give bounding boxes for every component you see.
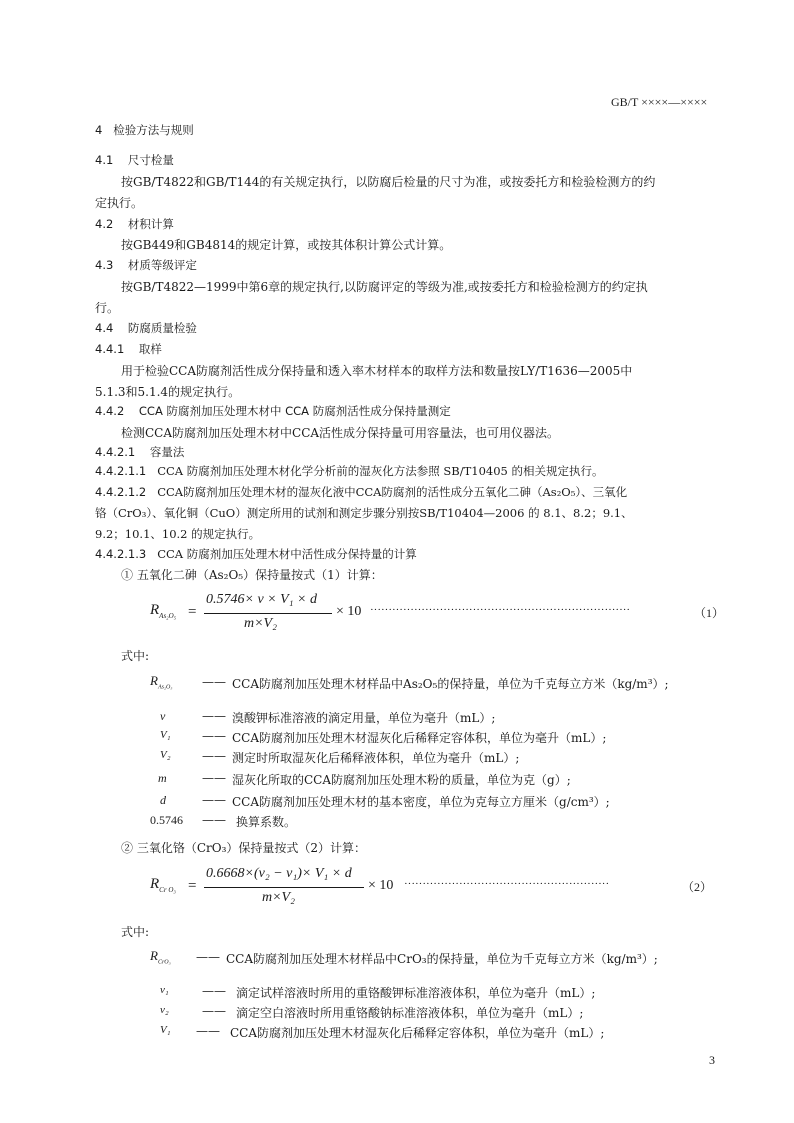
symbol: $R_{As_2O_5}$: [150, 673, 173, 691]
description: CCA防腐剂加压处理木材样品中CrO₃的保持量，单位为千克每立方米（kg/m³）;: [226, 952, 658, 966]
section-title: 检验方法与规则: [113, 123, 194, 137]
symbol: $R_{CrO_3}$: [150, 948, 171, 966]
symbol: 0.5746: [150, 813, 183, 827]
dash: ——: [202, 771, 226, 785]
standard-number: GB/T ××××—××××: [611, 95, 708, 109]
equals-sign: =: [188, 604, 197, 620]
formula-denominator: m×V₂: [262, 890, 295, 905]
section-number: 4.3: [95, 258, 114, 272]
formula-denominator: m×V₂: [244, 616, 277, 631]
symbol: V₁: [160, 1024, 171, 1036]
clause-4-4-2-1-1: [95, 463, 604, 479]
dash: ——: [202, 984, 226, 998]
symbol: v₁: [160, 984, 169, 996]
symbol: v₂: [160, 1004, 169, 1016]
dash: ——: [202, 729, 226, 743]
times-ten: × 10: [336, 604, 362, 619]
section-number: 4: [95, 123, 103, 137]
section-title: 材质等级评定: [127, 258, 197, 272]
section-number: 4.1: [95, 153, 114, 167]
where-label: 式中:: [121, 649, 150, 663]
section-4-4-2-1-heading: [95, 444, 184, 460]
description: 滴定空白溶液时所用重铬酸钠标准溶液体积，单位为毫升（mL）;: [236, 1006, 584, 1020]
section-number: 4.4: [95, 321, 114, 335]
clause-text: CCA防腐剂加压处理木材的湿灰化液中CCA防腐剂的活性成分五氧化二砷（As₂O₅）、三氧化: [157, 485, 628, 499]
equation-number: （1）: [694, 606, 725, 620]
dash: ——: [202, 749, 226, 763]
clause-text-line: 9.2；10.1、10.2 的规定执行。: [95, 527, 261, 541]
symbol: m: [158, 771, 167, 785]
equation-number: （2）: [682, 880, 713, 894]
clause-text-line: 铬（CrO₃）、氧化铜（CuO）测定所用的试剂和测定步骤分别按SB/T10404—2006 的 8.1、8.2；9.1、: [95, 506, 633, 520]
paragraph: 定执行。: [95, 196, 144, 210]
paragraph: 用于检验CCA防腐剂活性成分保持量和透入率木材样本的取样方法和数量按LY/T1636—2005中: [121, 364, 633, 378]
description: CCA防腐剂加压处理木材的基本密度，单位为克每立方厘米（g/cm³）;: [232, 795, 610, 809]
formula-2-intro: ② 三氧化铬（CrO₃）保持量按式（2）计算：: [121, 841, 367, 855]
section-number: 4.2: [95, 217, 114, 231]
dash: ——: [202, 709, 226, 723]
description: 溴酸钾标准溶液的滴定用量，单位为毫升（mL）;: [232, 711, 496, 725]
leader-dots: ························································: [404, 878, 610, 890]
description: 湿灰化所取的CCA防腐剂加压处理木粉的质量，单位为克（g）;: [232, 773, 571, 787]
clause-number: 4.4.2.1.3: [95, 547, 147, 561]
fraction-bar: [204, 887, 364, 888]
paragraph: 检测CCA防腐剂加压处理木材中CCA活性成分保持量可用容量法，也可用仪器法。: [121, 426, 560, 440]
where-label: 式中:: [121, 925, 150, 939]
clause-number: 4.4.2.1.1: [95, 464, 147, 478]
times-ten: × 10: [368, 878, 394, 893]
section-4-2-heading: [95, 216, 174, 232]
section-title: 防腐质量检验: [127, 321, 197, 335]
section-number: 4.4.2: [95, 404, 125, 418]
description: 测定时所取湿灰化后稀释液体积，单位为毫升（mL）;: [232, 751, 520, 765]
clause-number: 4.4.2.1.2: [95, 485, 147, 499]
symbol: V₂: [160, 749, 171, 761]
clause-text: CCA 防腐剂加压处理木材化学分析前的湿灰化方法参照 SB/T10405 的相关规定执行。: [157, 464, 604, 478]
dash: ——: [196, 950, 220, 964]
paragraph: 行。: [95, 301, 120, 315]
description: 换算系数。: [236, 815, 297, 829]
paragraph: 5.1.3和5.1.4的规定执行。: [95, 385, 241, 399]
leader-dots: ·······································································: [370, 604, 631, 616]
description: 滴定试样溶液时所用的重铬酸钾标准溶液体积，单位为毫升（mL）;: [236, 986, 596, 1000]
section-4-heading: [95, 122, 194, 138]
section-title: CCA 防腐剂加压处理木材中 CCA 防腐剂活性成分保持量测定: [138, 404, 451, 418]
section-title: 尺寸检量: [127, 153, 174, 167]
section-number: 4.4.2.1: [95, 445, 136, 459]
formula-numerator: 0.5746× v × V₁ × d: [206, 592, 317, 607]
paragraph: 按GB/T4822—1999中第6章的规定执行,以防腐评定的等级为准,或按委托方和检验检测方的约定执: [121, 280, 648, 294]
fraction-bar: [204, 613, 332, 614]
dash: ——: [196, 1024, 220, 1038]
dash: ——: [202, 793, 226, 807]
dash: ——: [202, 675, 226, 689]
section-number: 4.4.1: [95, 342, 125, 356]
section-4-3-heading: [95, 257, 197, 273]
section-title: 材积计算: [127, 217, 174, 231]
clause-4-4-2-1-3: [95, 546, 417, 562]
description: CCA防腐剂加压处理木材湿灰化后稀释定容体积，单位为毫升（mL）;: [230, 1026, 605, 1040]
formula-2: [150, 866, 730, 916]
symbol: V₁: [160, 729, 171, 741]
page-number: 3: [709, 1053, 715, 1067]
equals-sign: =: [188, 878, 197, 894]
section-4-4-2-heading: [95, 403, 451, 419]
formula-1-intro: ① 五氧化二砷（As₂O₅）保持量按式（1）计算：: [121, 568, 383, 582]
paragraph: 按GB/T4822和GB/T144的有关规定执行，以防腐后检量的尺寸为准，或按委托方和检验检测方的约: [121, 175, 656, 189]
formula-1: [150, 592, 730, 642]
symbol: v: [160, 709, 166, 723]
section-4-4-heading: [95, 320, 197, 336]
clause-4-4-2-1-2: [95, 484, 627, 500]
dash: ——: [202, 813, 226, 827]
formula-numerator: 0.6668×(v₂ − v₁)× V₁ × d: [206, 866, 352, 881]
clause-text: CCA 防腐剂加压处理木材中活性成分保持量的计算: [157, 547, 417, 561]
symbol: d: [160, 793, 166, 807]
description: CCA防腐剂加压处理木材样品中As₂O₅的保持量，单位为千克每立方米（kg/m³）;: [232, 677, 669, 691]
formula-lhs: $R_{Cr O_3}$: [150, 876, 176, 894]
section-4-1-heading: [95, 152, 174, 168]
section-title: 取样: [138, 342, 162, 356]
dash: ——: [202, 1004, 226, 1018]
paragraph: 按GB449和GB4814的规定计算，或按其体积计算公式计算。: [121, 238, 452, 252]
description: CCA防腐剂加压处理木材湿灰化后稀释定容体积，单位为毫升（mL）;: [232, 731, 607, 745]
section-title: 容量法: [149, 445, 185, 459]
formula-lhs: $R_{As_2O_5}$: [150, 602, 177, 620]
section-4-4-1-heading: [95, 341, 162, 357]
